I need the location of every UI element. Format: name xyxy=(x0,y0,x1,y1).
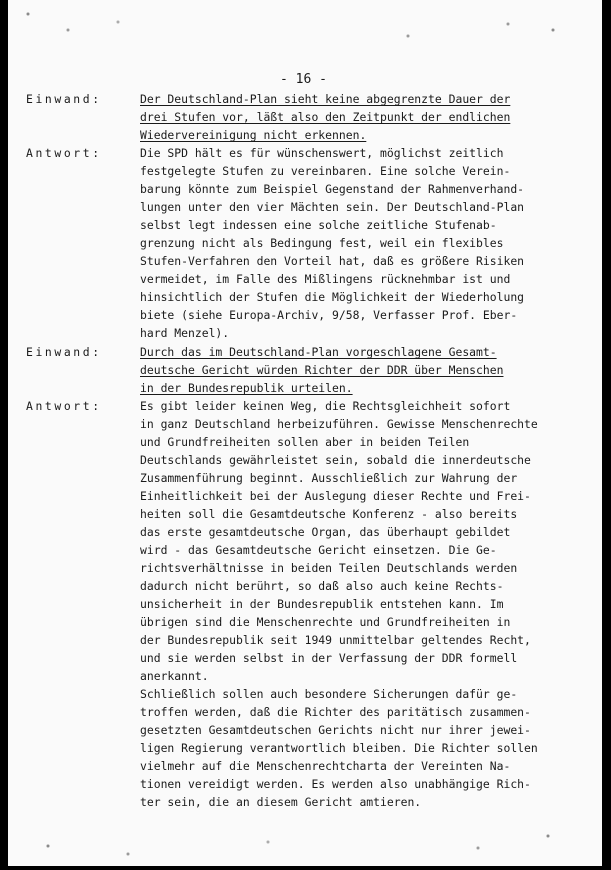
text-line: biete (siehe Europa-Archiv, 9/58, Verfasser Prof. Eber- xyxy=(140,308,518,322)
text-line: und Grundfreiheiten sollen aber in beiden Teilen xyxy=(140,435,470,449)
document-page xyxy=(8,0,602,866)
text-line: richtsverhältnisse in beiden Teilen Deutschlands werden xyxy=(140,561,518,575)
text-line: hard Menzel). xyxy=(140,326,230,340)
label-einwand: Einwand: xyxy=(26,345,102,359)
text-line: das erste gesamtdeutsche Organ, das überhaupt gebildet xyxy=(140,525,511,539)
text-line: Der Deutschland-Plan sieht keine abgegrenzte Dauer der xyxy=(140,92,511,106)
text-line: Die SPD hält es für wünschenswert, möglichst zeitlich xyxy=(140,146,504,160)
text-line: wird - das Gesamtdeutsche Gericht einsetzen. Die Ge- xyxy=(140,543,497,557)
text-line: Schließlich sollen auch besondere Sicherungen dafür ge- xyxy=(140,687,518,701)
text-line: troffen werden, daß die Richter des paritätisch zusammen- xyxy=(140,705,531,719)
label-antwort: Antwort: xyxy=(26,146,102,160)
text-line: vermeidet, im Falle des Mißlingens rücknehmbar ist und xyxy=(140,272,511,286)
text-line: in ganz Deutschland herbeizuführen. Gewisse Menschenrechte xyxy=(140,417,538,431)
text-line: gesetzten Gesamtdeutschen Gerichts nicht nur ihrer jewei- xyxy=(140,723,531,737)
text-line: dadurch nicht berührt, so daß also auch keine Rechts- xyxy=(140,579,504,593)
text-line: unsicherheit in der Bundesrepublik entstehen kann. Im xyxy=(140,597,504,611)
text-line: vielmehr auf die Menschenrechtcharta der Vereinten Na- xyxy=(140,759,511,773)
text-line: übrigen sind die Menschenrechte und Grundfreiheiten in xyxy=(140,615,511,629)
text-line: und sie werden selbst in der Verfassung der DDR formell xyxy=(140,651,518,665)
label-antwort: Antwort: xyxy=(26,399,102,413)
text-line: ligen Regierung verantwortlich bleiben. Die Richter sollen xyxy=(140,741,538,755)
text-line: Zusammenführung beginnt. Ausschließlich zur Wahrung der xyxy=(140,471,518,485)
text-line: heiten soll die Gesamtdeutsche Konferenz - also bereits xyxy=(140,507,518,521)
label-einwand: Einwand: xyxy=(26,92,102,106)
text-line: Wiedervereinigung nicht erkennen. xyxy=(140,128,367,142)
text-line: tionen vereidigt werden. Es werden also unabhängige Rich- xyxy=(140,777,531,791)
text-line: drei Stufen vor, läßt also den Zeitpunkt der endlichen xyxy=(140,110,511,124)
text-line: der Bundesrepublik seit 1949 unmittelbar geltendes Recht, xyxy=(140,633,531,647)
text-line: Durch das im Deutschland-Plan vorgeschlagene Gesamt- xyxy=(140,345,497,359)
text-line: barung könnte zum Beispiel Gegenstand der Rahmenverhand- xyxy=(140,182,525,196)
page-number: - 16 - xyxy=(280,72,327,87)
text-line: grenzung nicht als Bedingung fest, weil ein flexibles xyxy=(140,236,504,250)
text-line: in der Bundesrepublik urteilen. xyxy=(140,381,353,395)
text-line: deutsche Gericht würden Richter der DDR über Menschen xyxy=(140,363,504,377)
text-line: Stufen-Verfahren den Vorteil hat, daß es größere Risiken xyxy=(140,254,525,268)
text-line: anerkannt. xyxy=(140,669,209,683)
text-line: Deutschlands gewährleistet sein, sobald die innerdeutsche xyxy=(140,453,531,467)
text-line: Einheitlichkeit bei der Auslegung dieser Rechte und Frei- xyxy=(140,489,531,503)
scan-noise-bottom xyxy=(8,826,602,866)
text-line: hinsichtlich der Stufen die Möglichkeit der Wiederholung xyxy=(140,290,525,304)
scan-noise-top xyxy=(8,0,602,50)
text-line: selbst legt indessen eine solche zeitliche Stufenab- xyxy=(140,218,497,232)
text-line: Es gibt leider keinen Weg, die Rechtsgleichheit sofort xyxy=(140,399,511,413)
text-line: ter sein, die an diesem Gericht amtieren. xyxy=(140,795,422,809)
text-line: festgelegte Stufen zu vereinbaren. Eine solche Verein- xyxy=(140,164,511,178)
text-line: lungen unter den vier Mächten sein. Der Deutschland-Plan xyxy=(140,200,525,214)
